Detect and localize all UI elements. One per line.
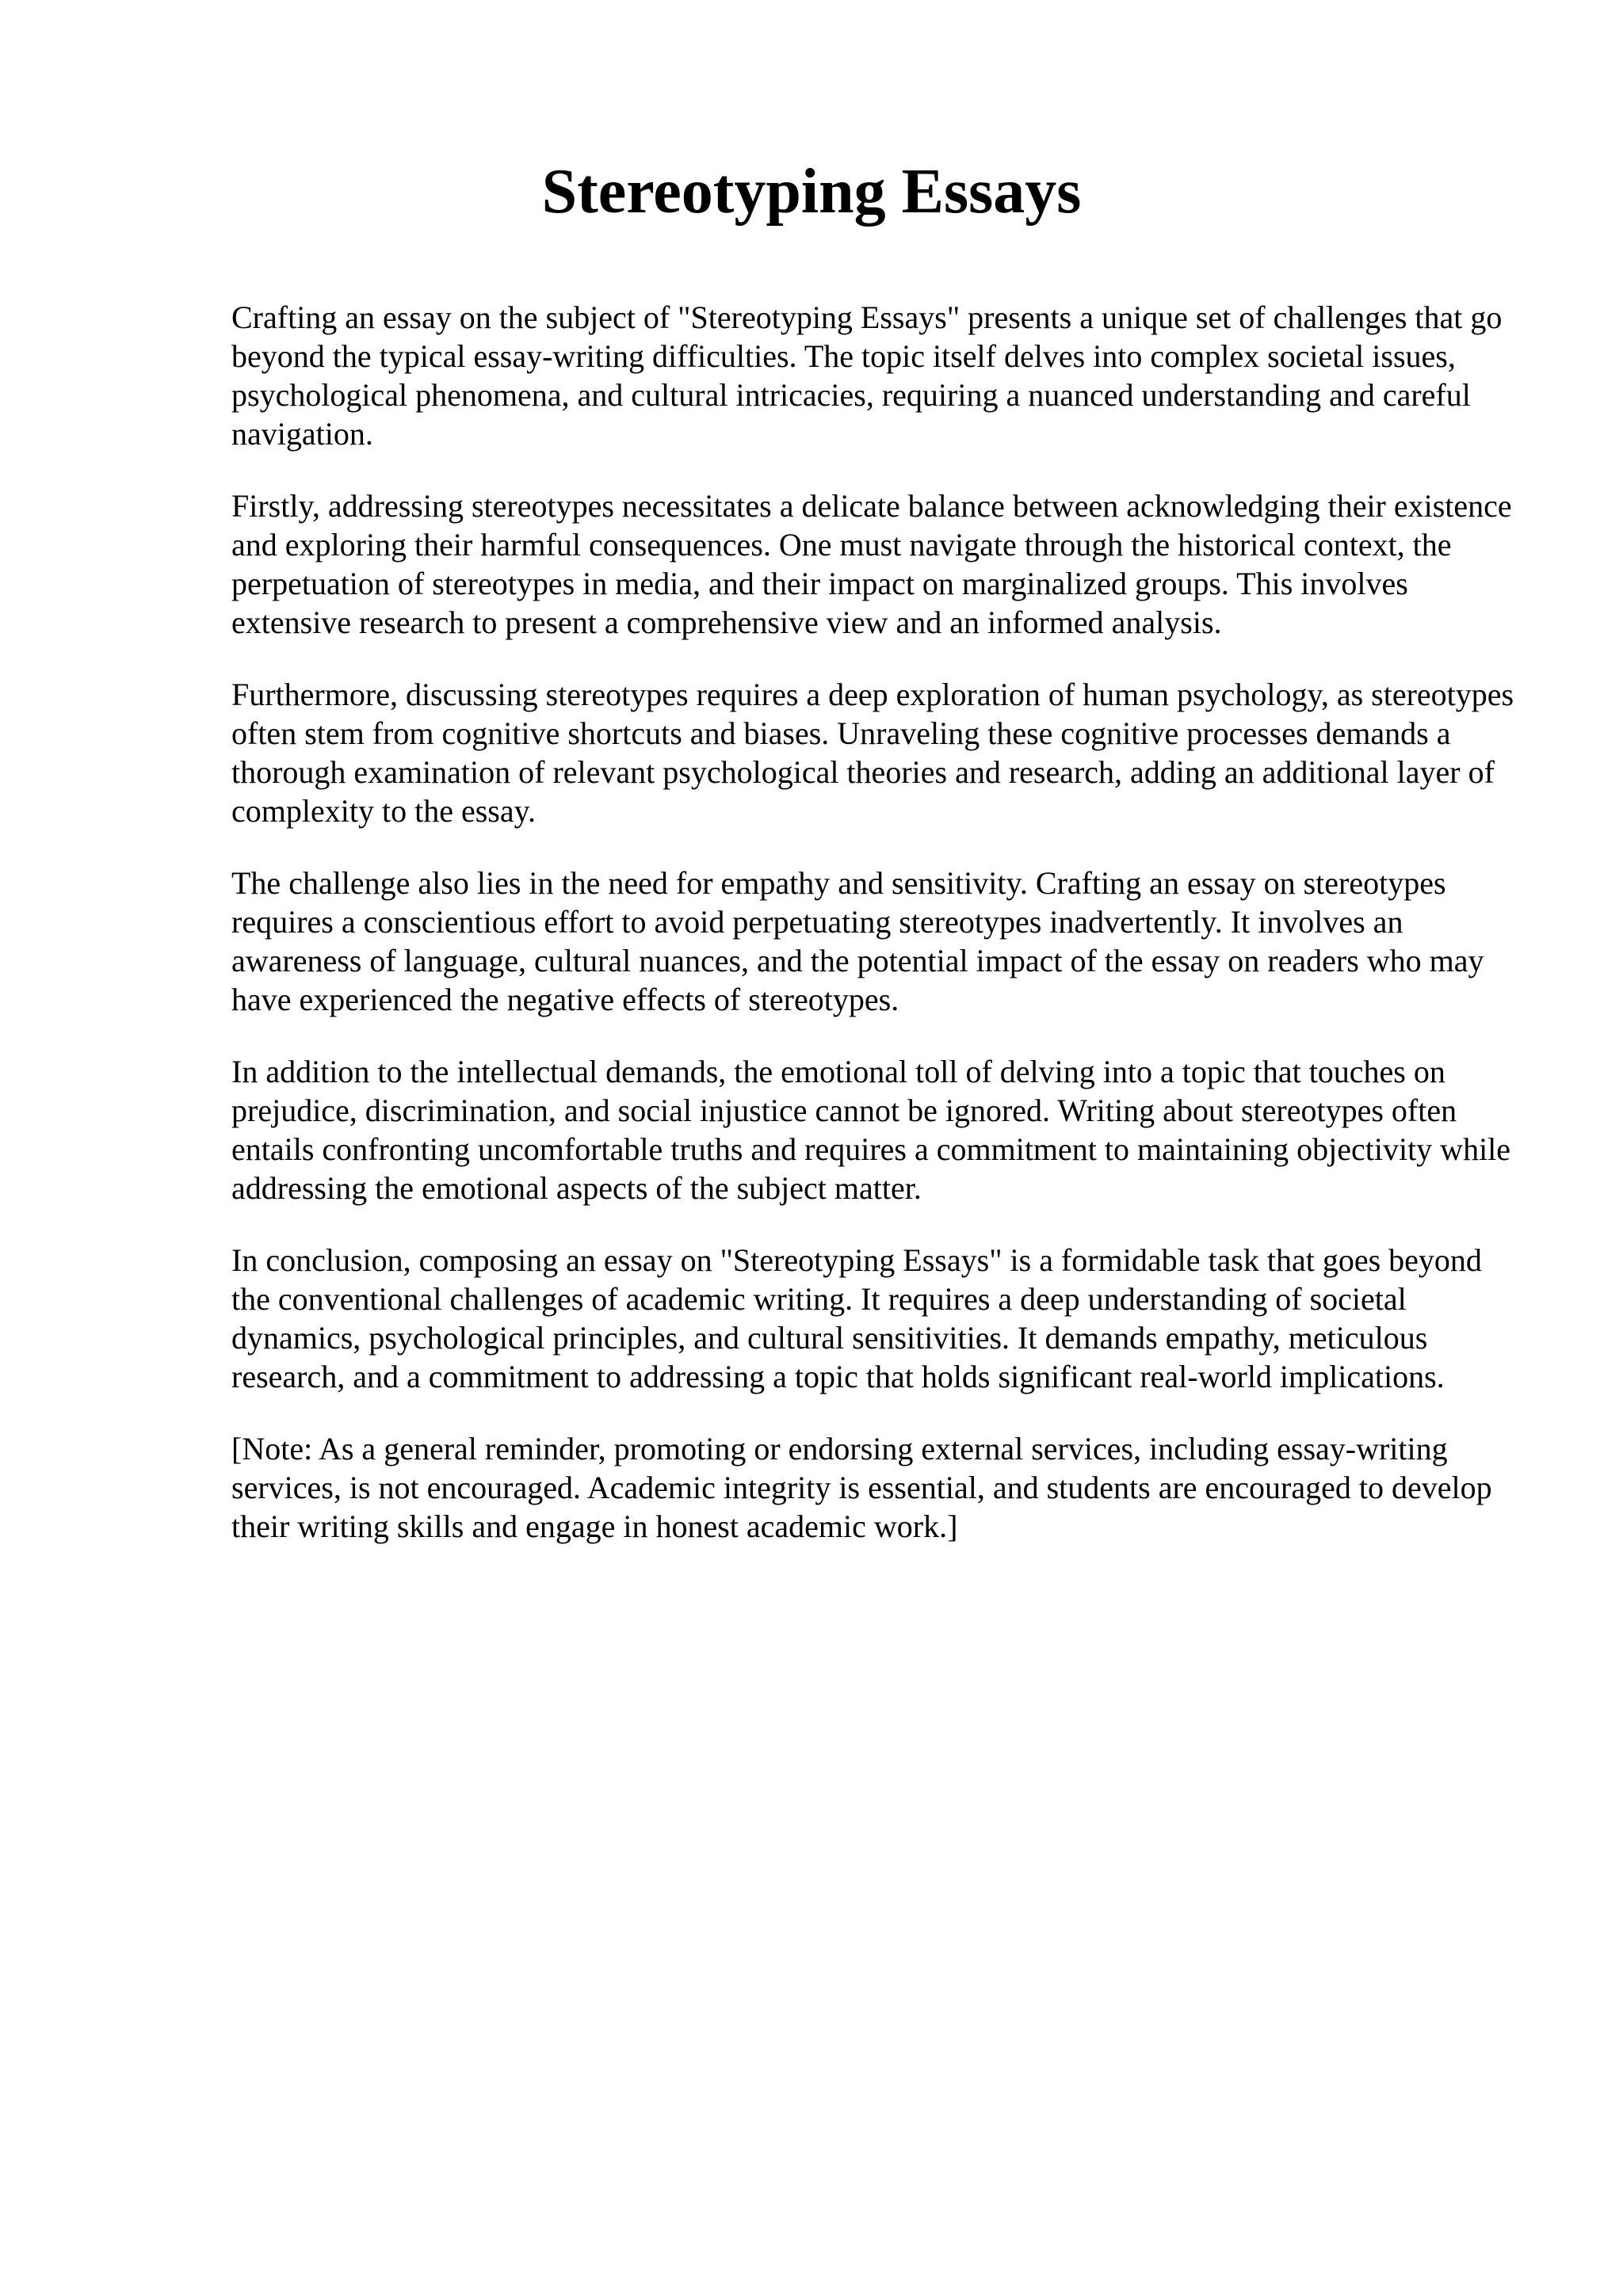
paragraph-furthermore: Furthermore, discussing stereotypes requires a deep exploration of human psychology, as stereotypes often stem from cognitive shortcuts and biases. Unraveling these cognitive processes demands a thorough examination of relevant psychological theories and research, adding an additional layer of complexity to the essay.	[231, 677, 1514, 829]
document-title: Stereotyping Essays	[541, 157, 1082, 227]
paragraph-note: [Note: As a general reminder, promoting or endorsing external services, including essay-writing services, is not encouraged. Academic integrity is essential, and students are encouraged to develop their writing skills and engage in honest academic work.]	[231, 1431, 1492, 1544]
paragraph-conclusion: In conclusion, composing an essay on "Stereotyping Essays" is a formidable task that goes beyond the conventional challenges of academic writing. It requires a deep understanding of societal dynamics, psychological principles, and cultural sensitivities. It demands empathy, meticulous research, and a commitment to addressing a topic that holds significant real-world implications.	[231, 1242, 1482, 1394]
paragraph-intro: Crafting an essay on the subject of "Stereotyping Essays" presents a unique set of challenges that go beyond the typical essay-writing difficulties. The topic itself delves into complex societal issues, psychological phenomena, and cultural intricacies, requiring a nuanced understanding and careful navigation.	[231, 299, 1503, 452]
paragraph-challenge: The challenge also lies in the need for empathy and sensitivity. Crafting an essay on stereotypes requires a conscientious effort to avoid perpetuating stereotypes inadvertently. It involves an awareness of language, cultural nuances, and the potential impact of the essay on readers who may have experienced the negative effects of stereotypes.	[231, 865, 1484, 1017]
document-body	[231, 298, 1523, 1579]
paragraph-emotional-toll: In addition to the intellectual demands, the emotional toll of delving into a topic that touches on prejudice, discrimination, and social injustice cannot be ignored. Writing about stereotypes often entails confronting uncomfortable truths and requires a commitment to maintaining objectivity while addressing the emotional aspects of the subject matter.	[231, 1054, 1511, 1206]
paragraph-firstly: Firstly, addressing stereotypes necessitates a delicate balance between acknowledging their existence and exploring their harmful consequences. One must navigate through the historical context, the perpetuation of stereotypes in media, and their impact on marginalized groups. This involves extensive research to present a comprehensive view and an informed analysis.	[231, 488, 1512, 640]
